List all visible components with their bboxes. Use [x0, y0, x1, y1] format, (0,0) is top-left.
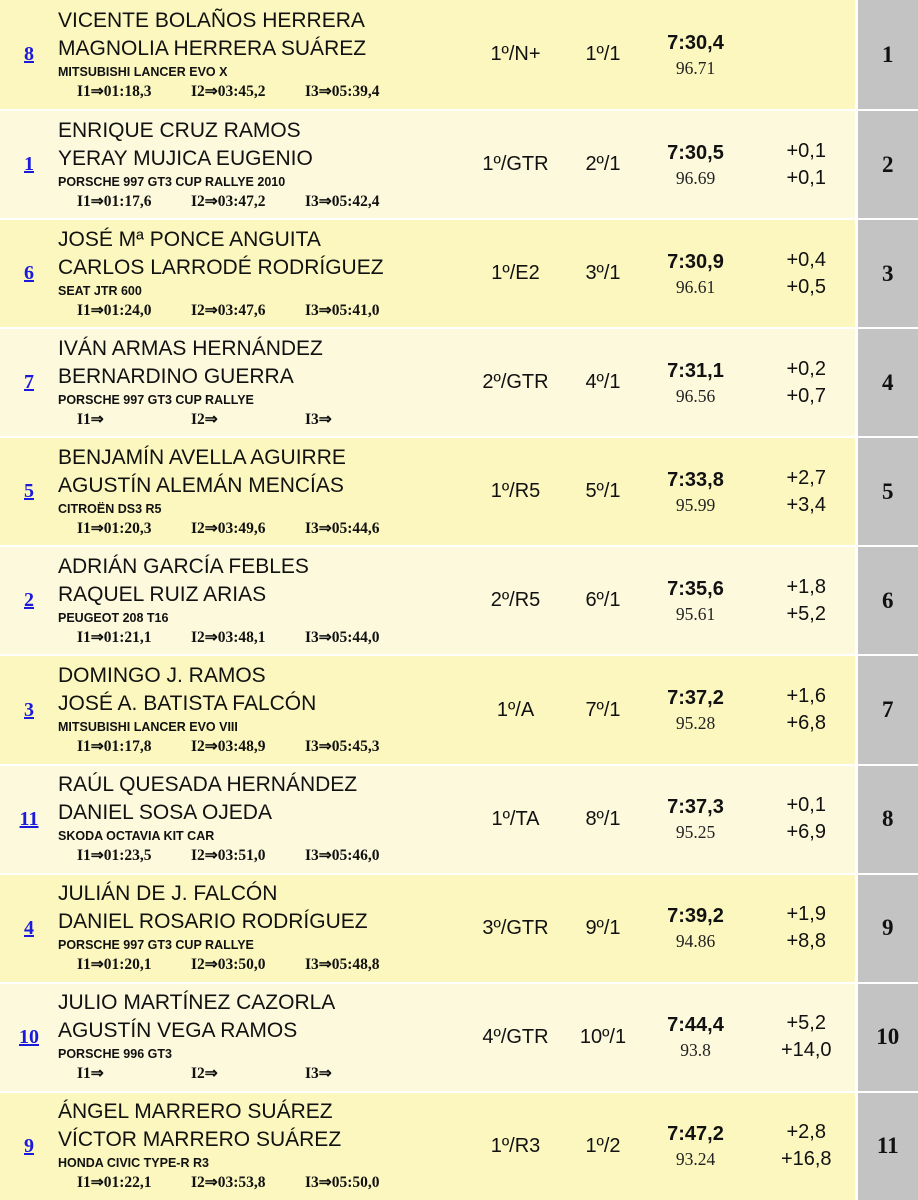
group-position: 9º/1 — [573, 874, 633, 983]
result-row — [0, 546, 918, 655]
gap-to-previous: +0,4 — [786, 248, 826, 271]
average-speed: 95.61 — [675, 603, 716, 624]
car-number-link[interactable]: 1 — [24, 153, 34, 176]
split-i2: I2⇒03:47,2 — [191, 192, 266, 210]
average-speed: 95.99 — [675, 494, 716, 515]
gap-to-previous: +1,8 — [786, 575, 826, 598]
split-i1: I1⇒01:17,8 — [77, 738, 152, 755]
crew-cell — [58, 874, 458, 983]
codriver-name: VÍCTOR MARRERO SUÁREZ — [58, 1128, 342, 1152]
gap-cell — [758, 0, 856, 110]
split-i1: I1⇒01:24,0 — [77, 301, 152, 319]
car-model: HONDA CIVIC TYPE-R R3 — [58, 1156, 209, 1171]
stage-time: 7:31,1 — [667, 359, 724, 382]
car-number-cell — [0, 328, 58, 437]
car-number-link[interactable]: 10 — [19, 1025, 39, 1048]
class-position: 1º/GTR — [458, 110, 573, 219]
gap-cell — [758, 110, 856, 219]
gap-to-previous: +0,1 — [786, 794, 826, 817]
gap-to-leader: +8,8 — [786, 930, 826, 953]
gap-cell — [758, 437, 856, 546]
split-times — [58, 409, 458, 431]
stage-time: 7:44,4 — [667, 1014, 724, 1037]
split-i3: I3⇒05:45,3 — [305, 738, 380, 755]
gap-to-previous: +0,1 — [786, 139, 826, 162]
group-position: 5º/1 — [573, 437, 633, 546]
result-row — [0, 0, 918, 110]
gap-cell — [758, 219, 856, 328]
group-position: 4º/1 — [573, 328, 633, 437]
gap-cell — [758, 1092, 856, 1200]
group-position: 3º/1 — [573, 219, 633, 328]
split-i3: I3⇒ — [305, 410, 332, 428]
time-cell — [633, 874, 758, 983]
stage-time: 7:47,2 — [667, 1123, 724, 1146]
car-number-cell — [0, 219, 58, 328]
gap-cell — [758, 328, 856, 437]
driver-name: JOSÉ Mª PONCE ANGUITA — [58, 227, 321, 251]
driver-name: ÁNGEL MARRERO SUÁREZ — [58, 1100, 333, 1124]
result-row — [0, 655, 918, 764]
split-i1: I1⇒01:18,3 — [77, 82, 152, 100]
codriver-name: JOSÉ A. BATISTA FALCÓN — [58, 692, 317, 715]
result-row — [0, 874, 918, 983]
result-row — [0, 110, 918, 219]
split-i2: I2⇒ — [191, 1065, 218, 1083]
split-i1: I1⇒01:22,1 — [77, 1174, 152, 1192]
overall-position: 2 — [856, 110, 918, 219]
crew-cell — [58, 437, 458, 546]
result-row — [0, 983, 918, 1092]
split-i2: I2⇒03:45,2 — [191, 82, 266, 100]
time-cell — [633, 328, 758, 437]
gap-to-leader: +6,8 — [786, 712, 826, 734]
split-i2: I2⇒03:48,1 — [191, 628, 266, 646]
split-times — [58, 81, 458, 103]
average-speed: 96.56 — [675, 385, 716, 406]
gap-to-leader: +0,1 — [786, 166, 826, 189]
car-number-link[interactable]: 4 — [24, 916, 34, 939]
car-number-cell — [0, 874, 58, 983]
class-position: 3º/GTR — [458, 874, 573, 983]
split-times — [58, 736, 458, 758]
average-speed: 93.8 — [680, 1040, 711, 1061]
car-number-link[interactable]: 8 — [24, 43, 34, 66]
average-speed: 96.71 — [675, 57, 716, 78]
car-number-cell — [0, 546, 58, 655]
overall-position: 4 — [856, 328, 918, 437]
driver-name: JULIO MARTÍNEZ CAZORLA — [58, 991, 336, 1015]
codriver-name: RAQUEL RUIZ ARIAS — [58, 582, 267, 606]
overall-position: 9 — [856, 874, 918, 983]
stage-time: 7:33,8 — [667, 468, 724, 491]
car-number-link[interactable]: 6 — [24, 262, 34, 285]
time-cell — [633, 655, 758, 764]
car-number-cell — [0, 1092, 58, 1200]
result-row — [0, 765, 918, 874]
car-model: PORSCHE 997 GT3 CUP RALLYE 2010 — [58, 174, 286, 189]
average-speed: 96.61 — [675, 276, 716, 297]
result-row — [0, 437, 918, 546]
group-position: 2º/1 — [573, 110, 633, 219]
time-cell — [633, 0, 758, 110]
average-speed: 95.28 — [675, 713, 716, 733]
codriver-name: BERNARDINO GUERRA — [58, 364, 294, 388]
driver-name: ENRIQUE CRUZ RAMOS — [58, 118, 301, 142]
split-i3: I3⇒ — [305, 1065, 332, 1083]
split-times — [58, 1063, 458, 1085]
split-i3: I3⇒05:44,0 — [305, 628, 380, 646]
split-i1: I1⇒01:17,6 — [77, 192, 152, 210]
split-i2: I2⇒03:49,6 — [191, 519, 266, 537]
car-number-cell — [0, 110, 58, 219]
overall-position: 6 — [856, 546, 918, 655]
time-cell — [633, 983, 758, 1092]
time-cell — [633, 437, 758, 546]
split-i1: I1⇒01:21,1 — [77, 628, 152, 646]
split-i3: I3⇒05:50,0 — [305, 1174, 380, 1192]
overall-position: 11 — [856, 1092, 918, 1200]
gap-to-previous: +1,6 — [786, 685, 826, 707]
car-number-cell — [0, 655, 58, 764]
gap-to-leader: +0,5 — [786, 275, 826, 298]
class-position: 2º/R5 — [458, 546, 573, 655]
driver-name: ADRIÁN GARCÍA FEBLES — [58, 554, 309, 578]
gap-to-previous: +0,2 — [786, 357, 826, 380]
crew-cell — [58, 655, 458, 764]
gap-to-leader: +6,9 — [786, 821, 826, 844]
split-i3: I3⇒05:41,0 — [305, 301, 380, 319]
car-number-link[interactable]: 3 — [24, 698, 34, 721]
car-number-cell — [0, 765, 58, 874]
class-position: 1º/A — [458, 655, 573, 764]
codriver-name: DANIEL ROSARIO RODRÍGUEZ — [58, 910, 368, 934]
split-times — [58, 627, 458, 649]
class-position: 1º/N+ — [458, 0, 573, 110]
driver-name: BENJAMÍN AVELLA AGUIRRE — [58, 445, 346, 469]
average-speed: 94.86 — [675, 931, 716, 952]
gap-cell — [758, 655, 856, 764]
gap-to-previous: +2,8 — [786, 1121, 826, 1144]
codriver-name: AGUSTÍN ALEMÁN MENCÍAS — [58, 473, 344, 497]
result-row — [0, 328, 918, 437]
car-number-link[interactable]: 7 — [24, 371, 34, 394]
split-i3: I3⇒05:48,8 — [305, 956, 380, 974]
overall-position: 1 — [856, 0, 918, 110]
gap-to-leader: +3,4 — [786, 493, 826, 516]
gap-to-leader: +5,2 — [786, 602, 826, 625]
driver-name: RAÚL QUESADA HERNÁNDEZ — [58, 773, 358, 797]
result-row — [0, 219, 918, 328]
car-number-cell — [0, 983, 58, 1092]
split-times — [58, 1172, 458, 1194]
split-i1: I1⇒01:20,1 — [77, 956, 152, 974]
split-i3: I3⇒05:44,6 — [305, 519, 380, 537]
car-model: CITROËN DS3 R5 — [58, 501, 162, 516]
car-model: MITSUBISHI LANCER EVO X — [58, 64, 228, 79]
split-i2: I2⇒03:48,9 — [191, 738, 266, 755]
group-position: 1º/2 — [573, 1092, 633, 1200]
overall-position: 8 — [856, 765, 918, 874]
class-position: 1º/E2 — [458, 219, 573, 328]
class-position: 1º/TA — [458, 765, 573, 874]
overall-position: 5 — [856, 437, 918, 546]
gap-to-previous: +2,7 — [786, 466, 826, 489]
car-number-cell — [0, 437, 58, 546]
split-i2: I2⇒ — [191, 410, 218, 428]
group-position: 1º/1 — [573, 0, 633, 110]
split-i3: I3⇒05:39,4 — [305, 82, 380, 100]
car-number-cell — [0, 0, 58, 110]
split-i1: I1⇒01:20,3 — [77, 519, 152, 537]
stage-time: 7:30,9 — [667, 250, 724, 273]
stage-time: 7:30,4 — [667, 31, 724, 54]
time-cell — [633, 546, 758, 655]
stage-time: 7:35,6 — [667, 577, 724, 600]
average-speed: 95.25 — [675, 822, 716, 843]
car-model: PEUGEOT 208 T16 — [58, 610, 169, 625]
stage-time: 7:39,2 — [667, 905, 724, 928]
split-times — [58, 954, 458, 976]
split-i3: I3⇒05:46,0 — [305, 847, 380, 865]
group-position: 7º/1 — [573, 655, 633, 764]
car-model: MITSUBISHI LANCER EVO VIII — [58, 720, 238, 734]
stage-time: 7:37,3 — [667, 796, 724, 819]
average-speed: 93.24 — [675, 1149, 716, 1170]
crew-cell — [58, 110, 458, 219]
gap-to-previous: +1,9 — [786, 903, 826, 926]
codriver-name: MAGNOLIA HERRERA SUÁREZ — [58, 36, 367, 60]
codriver-name: YERAY MUJICA EUGENIO — [58, 146, 313, 170]
class-position: 1º/R5 — [458, 437, 573, 546]
split-i1: I1⇒ — [77, 1065, 104, 1083]
group-position: 6º/1 — [573, 546, 633, 655]
average-speed: 96.69 — [675, 167, 716, 188]
car-model: SKODA OCTAVIA KIT CAR — [58, 829, 215, 844]
time-cell — [633, 219, 758, 328]
driver-name: VICENTE BOLAÑOS HERRERA — [58, 8, 365, 32]
crew-cell — [58, 0, 458, 110]
class-position: 2º/GTR — [458, 328, 573, 437]
split-times — [58, 300, 458, 322]
gap-cell — [758, 874, 856, 983]
time-cell — [633, 1092, 758, 1200]
gap-to-leader: +14,0 — [780, 1039, 832, 1062]
codriver-name: CARLOS LARRODÉ RODRÍGUEZ — [58, 255, 384, 279]
gap-cell — [758, 983, 856, 1092]
result-row — [0, 1092, 918, 1200]
split-times — [58, 845, 458, 867]
car-model: PORSCHE 997 GT3 CUP RALLYE — [58, 392, 254, 407]
split-i1: I1⇒ — [77, 410, 104, 428]
split-i2: I2⇒03:50,0 — [191, 956, 266, 974]
codriver-name: DANIEL SOSA OJEDA — [58, 801, 272, 825]
group-position: 10º/1 — [573, 983, 633, 1092]
split-i3: I3⇒05:42,4 — [305, 192, 380, 210]
overall-position: 3 — [856, 219, 918, 328]
car-number-link[interactable]: 5 — [24, 480, 34, 503]
class-position: 4º/GTR — [458, 983, 573, 1092]
gap-to-previous: +5,2 — [786, 1012, 826, 1035]
car-number-link[interactable]: 2 — [24, 589, 34, 612]
crew-cell — [58, 1092, 458, 1200]
driver-name: DOMINGO J. RAMOS — [58, 664, 266, 687]
car-model: PORSCHE 997 GT3 CUP RALLYE — [58, 938, 254, 953]
crew-cell — [58, 219, 458, 328]
class-position: 1º/R3 — [458, 1092, 573, 1200]
crew-cell — [58, 765, 458, 874]
crew-cell — [58, 983, 458, 1092]
split-times — [58, 518, 458, 540]
gap-cell — [758, 765, 856, 874]
gap-cell — [758, 546, 856, 655]
stage-time: 7:37,2 — [667, 687, 724, 709]
group-position: 8º/1 — [573, 765, 633, 874]
car-number-link[interactable]: 11 — [19, 807, 39, 830]
stage-time: 7:30,5 — [667, 141, 724, 164]
overall-position: 10 — [856, 983, 918, 1092]
crew-cell — [58, 328, 458, 437]
split-i2: I2⇒03:51,0 — [191, 847, 266, 865]
car-model: PORSCHE 996 GT3 — [58, 1047, 172, 1062]
car-model: SEAT JTR 600 — [58, 283, 142, 298]
overall-position: 7 — [856, 655, 918, 764]
gap-to-leader: +0,7 — [786, 384, 826, 407]
time-cell — [633, 110, 758, 219]
split-times — [58, 191, 458, 213]
split-i1: I1⇒01:23,5 — [77, 847, 152, 865]
split-i2: I2⇒03:47,6 — [191, 301, 266, 319]
split-i2: I2⇒03:53,8 — [191, 1174, 266, 1192]
codriver-name: AGUSTÍN VEGA RAMOS — [58, 1019, 298, 1043]
crew-cell — [58, 546, 458, 655]
gap-to-leader: +16,8 — [780, 1148, 832, 1171]
driver-name: IVÁN ARMAS HERNÁNDEZ — [58, 336, 323, 360]
driver-name: JULIÁN DE J. FALCÓN — [58, 882, 278, 906]
car-number-link[interactable]: 9 — [24, 1134, 34, 1157]
time-cell — [633, 765, 758, 874]
